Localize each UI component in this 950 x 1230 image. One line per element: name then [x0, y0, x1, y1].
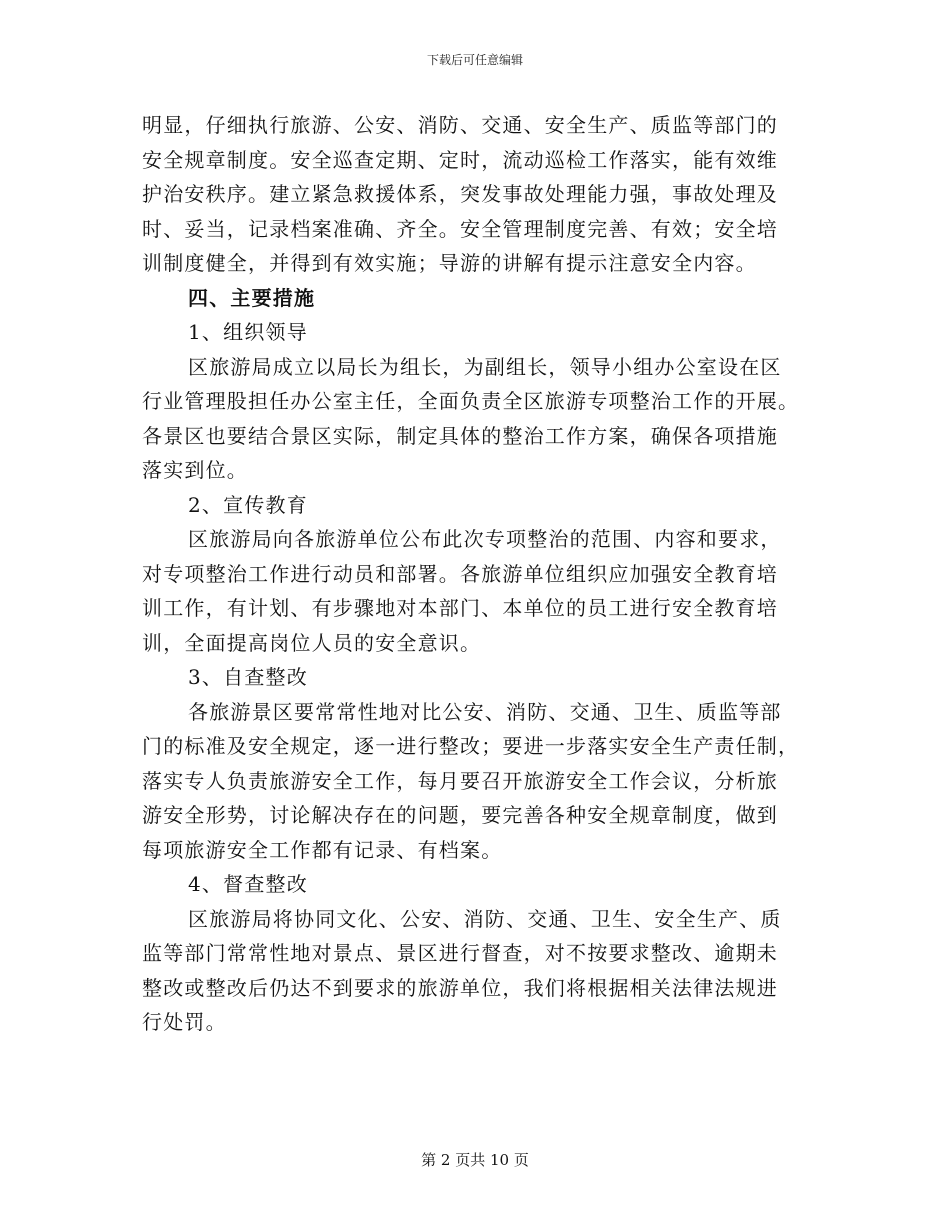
- body-text-line: 训制度健全，并得到有效实施；导游的讲解有提示注意安全内容。: [142, 251, 757, 275]
- body-text-line: 时、妥当，记录档案准确、齐全。安全管理制度完善、有效；安全培: [142, 216, 778, 241]
- body-text-line: 区旅游局将协同文化、公安、消防、交通、卫生、安全生产、质: [188, 906, 782, 931]
- body-text-line: 门的标准及安全规定，逐一进行整改；要进一步落实安全生产责任制，: [142, 734, 800, 758]
- body-text-line: 区旅游局向各旅游单位公布此次专项整治的范围、内容和要求，: [188, 527, 782, 551]
- body-text-line: 各旅游景区要常常性地对比公安、消防、交通、卫生、质监等部: [188, 699, 782, 724]
- body-text-line: 1、组织领导: [188, 320, 308, 344]
- section-heading: 四、主要措施: [188, 285, 316, 310]
- body-text-line: 整改或整改后仍达不到要求的旅游单位，我们将根据相关法律法规进: [142, 975, 778, 1000]
- body-text-line: 训工作，有计划、有步骤地对本部门、本单位的员工进行安全教育培: [142, 596, 778, 620]
- body-text-line: 行处罚。: [142, 1010, 227, 1034]
- document-body: [142, 108, 810, 1040]
- body-text-line: 护治安秩序。建立紧急救援体系，突发事故处理能力强，事故处理及: [142, 182, 778, 206]
- body-text-line: 每项旅游安全工作都有记录、有档案。: [142, 837, 503, 862]
- body-text-line: 落实专人负责旅游安全工作，每月要召开旅游安全工作会议，分析旅: [142, 768, 778, 793]
- body-text-line: 游安全形势，讨论解决存在的问题，要完善各种安全规章制度，做到: [142, 803, 778, 827]
- body-text-line: 监等部门常常性地对景点、景区进行督查，对不按要求整改、逾期未: [142, 941, 778, 965]
- body-text-line: 区旅游局成立以局长为组长，为副组长，领导小组办公室设在区: [188, 354, 782, 379]
- body-text-line: 3、自查整改: [188, 665, 308, 689]
- body-text-line: 明显，仔细执行旅游、公安、消防、交通、安全生产、质监等部门的: [142, 113, 778, 137]
- page-number-footer: 第 2 页共 10 页: [421, 1151, 529, 1169]
- body-text-line: 安全规章制度。安全巡查定期、定时，流动巡检工作落实，能有效维: [142, 147, 778, 172]
- body-text-line: 训，全面提高岗位人员的安全意识。: [142, 630, 482, 655]
- body-text-line: 各景区也要结合景区实际，制定具体的整治工作方案，确保各项措施: [142, 423, 778, 448]
- body-text-line: 4、督查整改: [188, 872, 308, 896]
- body-text-line: 落实到位。: [142, 458, 248, 482]
- body-text-line: 行业管理股担任办公室主任，全面负责全区旅游专项整治工作的开展。: [142, 389, 800, 413]
- body-text-line: 对专项整治工作进行动员和部署。各旅游单位组织应加强安全教育培: [142, 561, 778, 586]
- page-header-note: 下载后可任意编辑: [426, 53, 523, 67]
- body-text-line: 2、宣传教育: [188, 492, 308, 517]
